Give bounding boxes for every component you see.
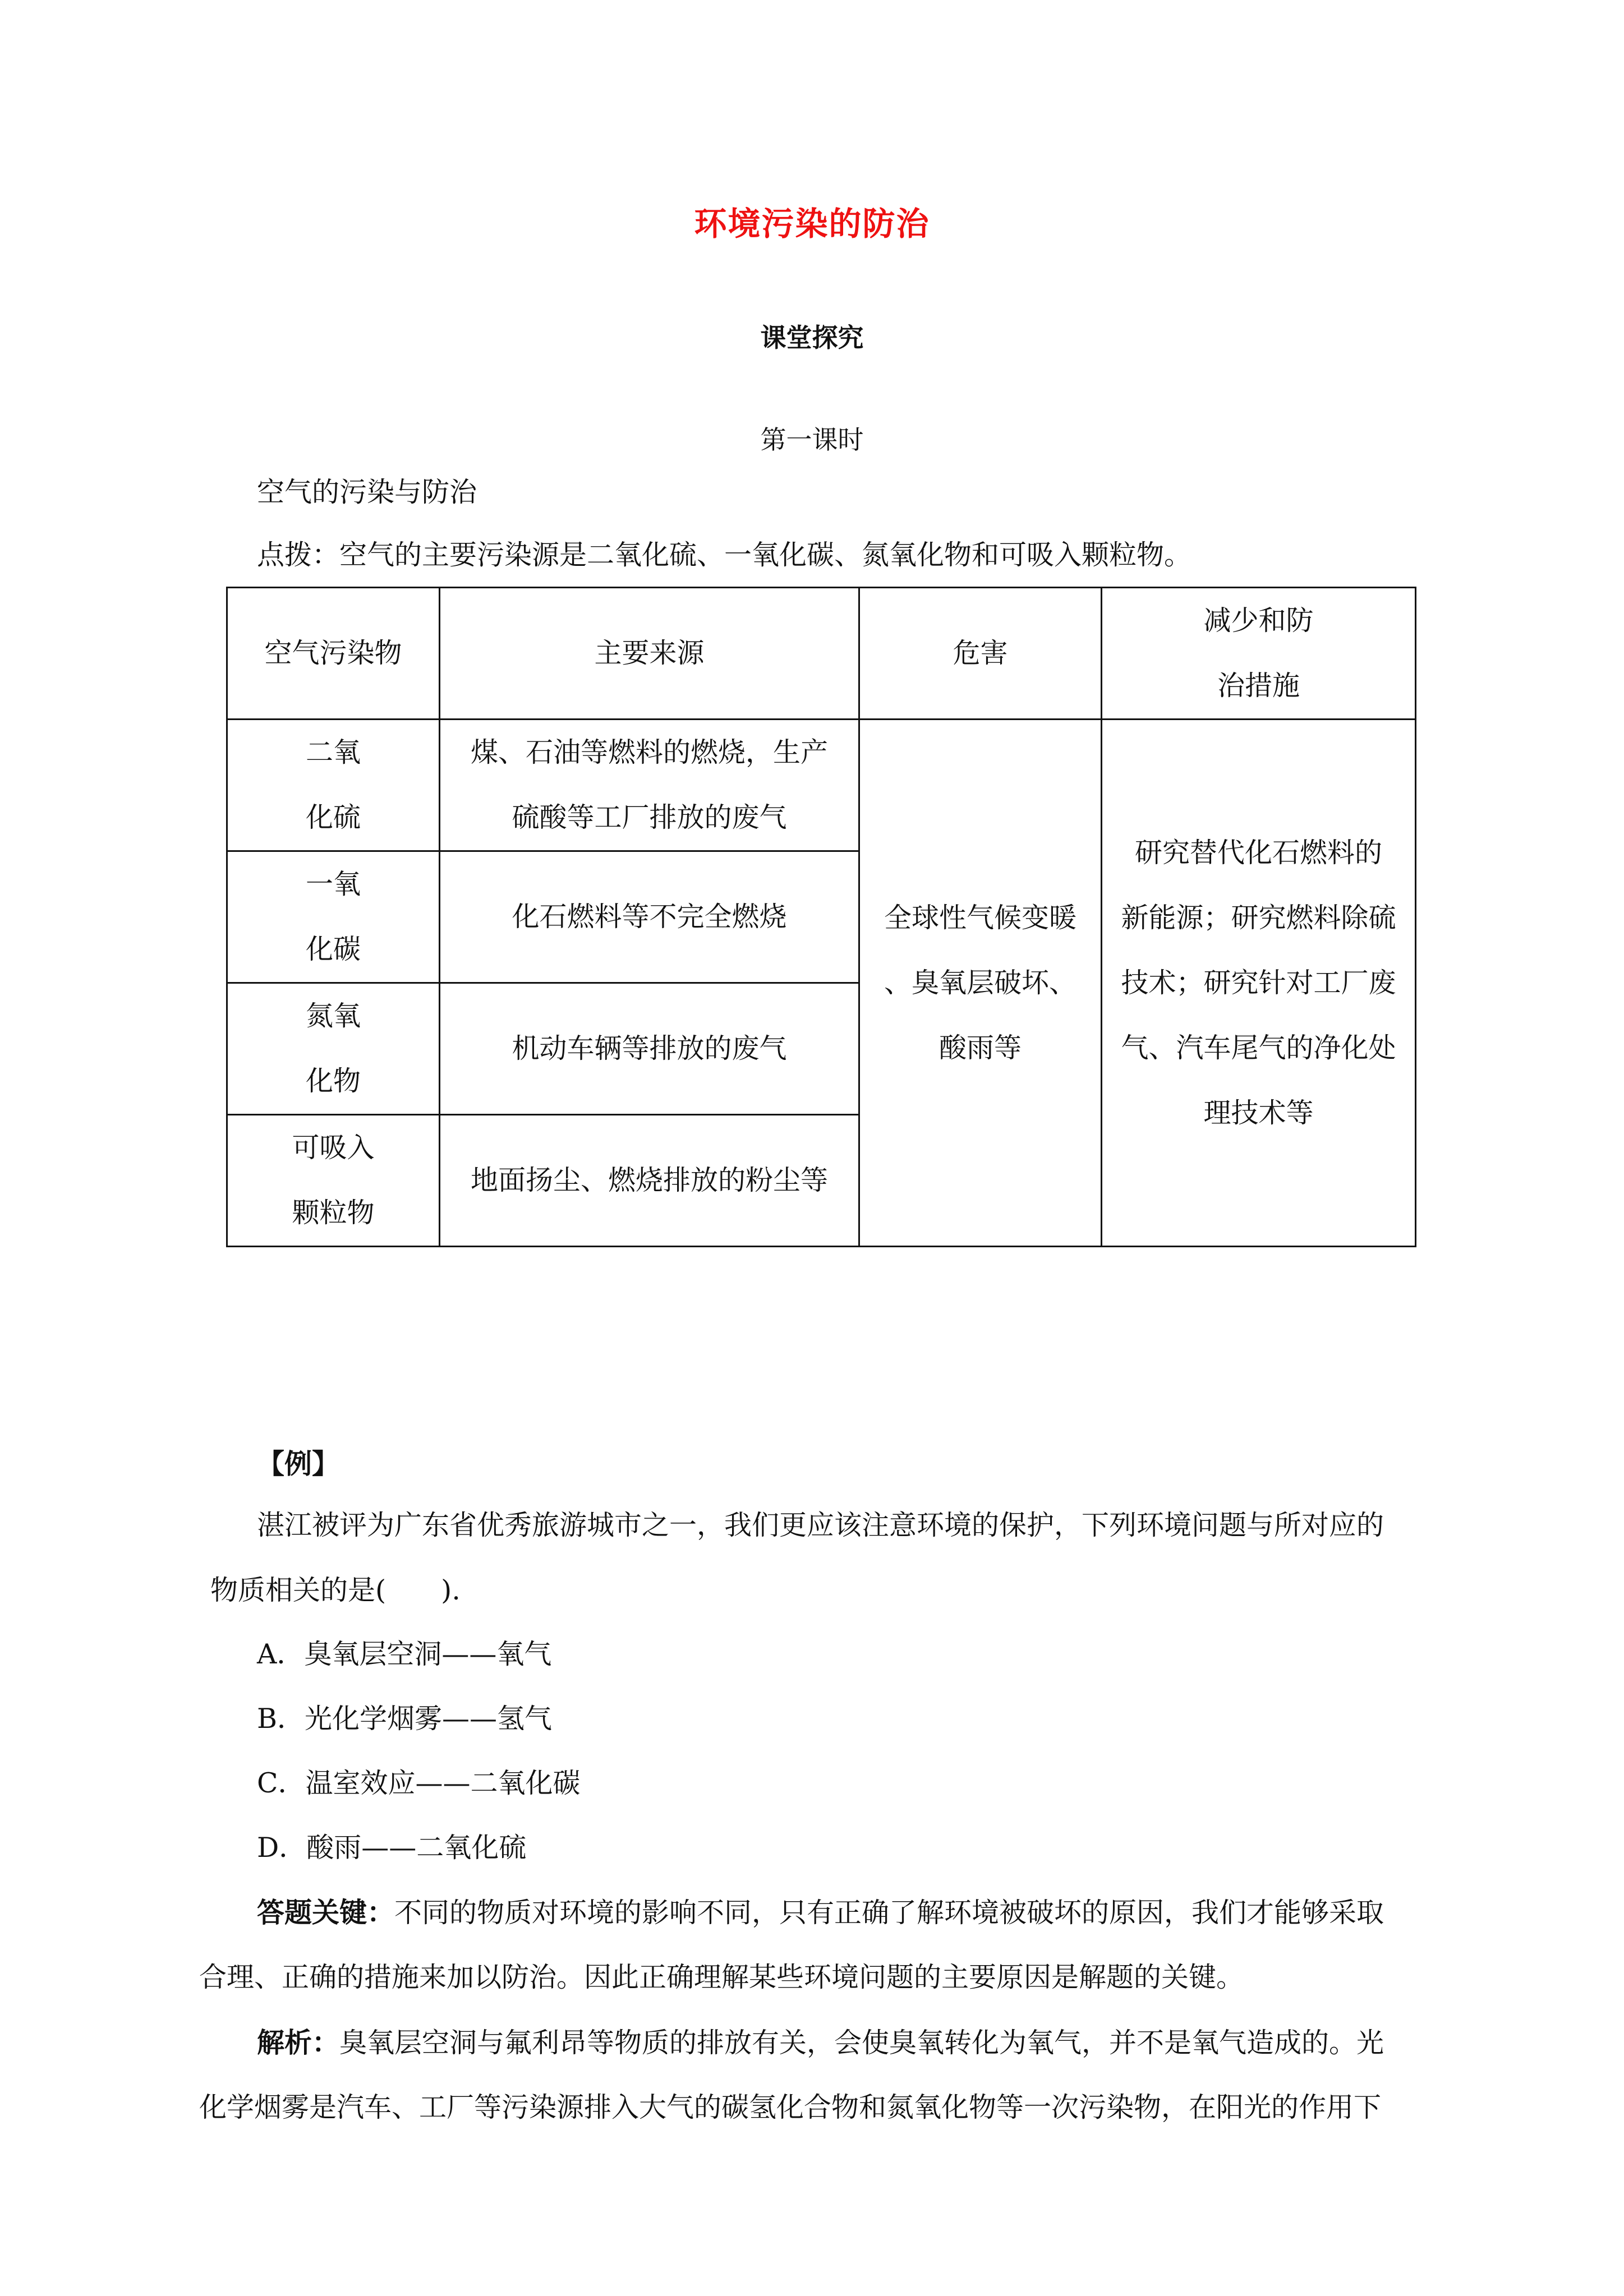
question-line-2: 物质相关的是( ). — [210, 1574, 461, 1606]
question-line-1: 湛江被评为广东省优秀旅游城市之一，我们更应该注意环境的保护，下列环境问题与所对应的 — [257, 1509, 1384, 1541]
analysis-text: 臭氧层空洞与氟利昂等物质的排放有关，会使臭氧转化为氧气，并不是氧气造成的。光 — [339, 2027, 1384, 2059]
option-a: A．臭氧层空洞——氧气 — [257, 1638, 552, 1670]
document-title: 环境污染的防治 — [694, 205, 930, 243]
source-cell: 化石燃料等不完全燃烧 — [440, 851, 859, 983]
pollutant-cell: 一氧 化碳 — [227, 851, 440, 983]
source-cell: 机动车辆等排放的废气 — [440, 983, 859, 1115]
header-measures: 减少和防 治措施 — [1102, 588, 1416, 720]
header-pollutant: 空气污染物 — [227, 588, 440, 720]
pollutant-cell: 氮氧 化物 — [227, 983, 440, 1115]
section-heading: 课堂探究 — [760, 322, 864, 353]
analysis-label: 解析： — [257, 2026, 340, 2059]
answer-key-line-1 — [257, 1896, 1384, 1930]
example-label: 【例】 — [257, 1447, 340, 1480]
source-cell: 煤、石油等燃料的燃烧，生产 硫酸等工厂排放的废气 — [440, 720, 859, 851]
pollution-table — [226, 587, 1416, 1247]
table-row — [227, 720, 1416, 851]
analysis-line-1 — [257, 2026, 1384, 2060]
answer-key-line-2: 合理、正确的措施来加以防治。因此正确理解某些环境问题的主要原因是解题的关键。 — [199, 1961, 1244, 1993]
source-cell: 地面扬尘、燃烧排放的粉尘等 — [440, 1115, 859, 1247]
harm-cell: 全球性气候变暖 、臭氧层破坏、 酸雨等 — [859, 720, 1102, 1247]
answer-key-text: 不同的物质对环境的影响不同，只有正确了解环境被破坏的原因，我们才能够采取 — [394, 1897, 1384, 1929]
header-harm: 危害 — [859, 588, 1102, 720]
pollutant-cell: 二氧 化硫 — [227, 720, 440, 851]
option-b: B．光化学烟雾——氢气 — [257, 1703, 553, 1735]
pollutant-cell: 可吸入 颗粒物 — [227, 1115, 440, 1247]
option-d: D．酸雨——二氧化硫 — [257, 1832, 527, 1864]
analysis-line-2: 化学烟雾是汽车、工厂等污染源排入大气的碳氢化合物和氮氧化物等一次污染物，在阳光的作用下 — [199, 2091, 1382, 2123]
option-c: C．温室效应——二氧化碳 — [257, 1767, 581, 1799]
header-source: 主要来源 — [440, 588, 859, 720]
lesson-label: 第一课时 — [760, 425, 864, 455]
topic-heading: 空气的污染与防治 — [257, 476, 477, 508]
answer-key-label: 答题关键： — [257, 1896, 395, 1929]
table-header-row — [227, 588, 1416, 720]
measures-cell: 研究替代化石燃料的 新能源；研究燃料除硫 技术；研究针对工厂废 气、汽车尾气的净化处 理技术等 — [1102, 720, 1416, 1247]
hint-text: 点拨：空气的主要污染源是二氧化硫、一氧化碳、氮氧化物和可吸入颗粒物。 — [257, 539, 1192, 571]
